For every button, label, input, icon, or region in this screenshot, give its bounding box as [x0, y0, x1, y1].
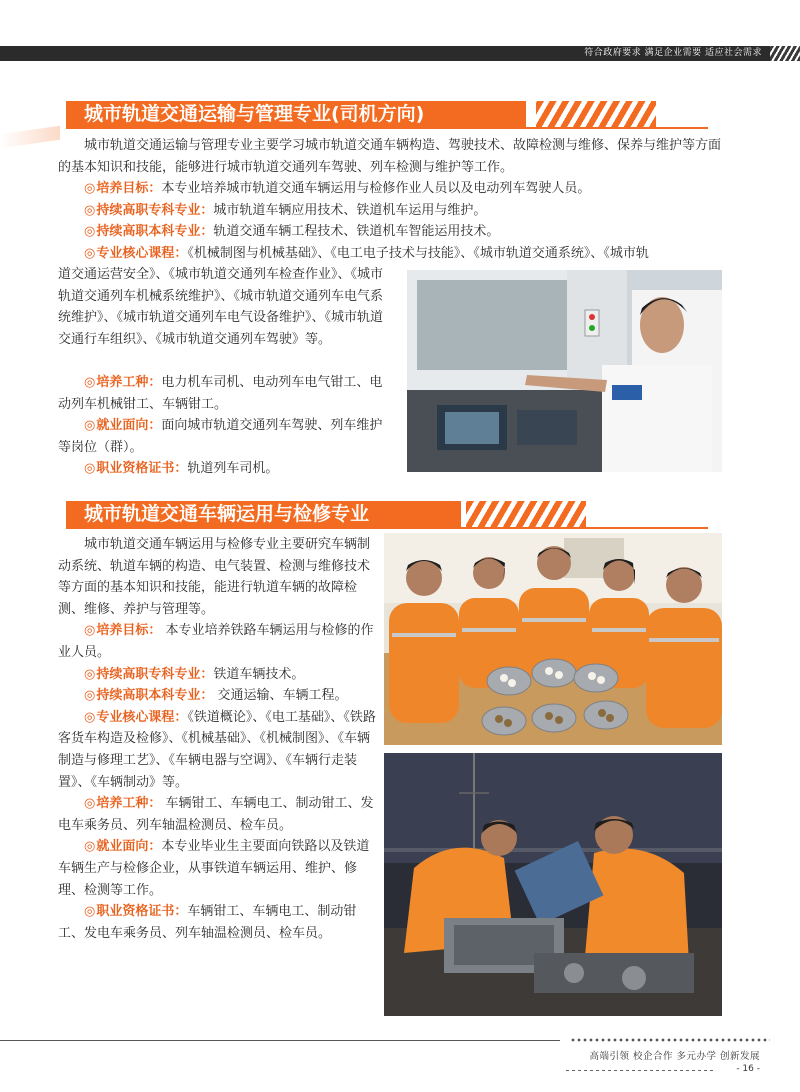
- section1-title: 城市轨道交通运输与管理专业(司机方向): [84, 103, 425, 125]
- footer-line: [0, 1040, 560, 1041]
- item-text: 面向城市轨道交通列车驾驶、列车维护等岗位（群）。: [58, 418, 383, 455]
- item-label: ◎ 就业面向：: [84, 418, 161, 433]
- section2-item: [58, 664, 378, 686]
- section1-courses-line: [58, 243, 723, 265]
- item-label: ◎ 专业核心课程：: [84, 710, 187, 725]
- header-slogan: 符合政府要求 满足企业需要 适应社会需求: [584, 48, 762, 58]
- section1-item: [58, 221, 723, 243]
- item-label: ◎ 专业核心课程：: [84, 246, 187, 261]
- section1-item: [58, 372, 388, 415]
- section1-top-text: [58, 135, 723, 243]
- item-label: ◎ 持续高职专科专业：: [84, 667, 213, 682]
- courses-text-wrapped: 道交通运营安全》、《城市轨道交通列车检查作业》、《城市轨道交通列车机械系统维护》、《城市轨道交通列车电气系统维护》、《城市轨道交通列车电气设备维护》、《城市轨道交通行车组织》、《城市轨道交通列车驾驶》等。: [58, 267, 384, 347]
- footer-slogan: 高端引领 校企合作 多元办学 创新发展: [589, 1051, 760, 1062]
- item-text: 车辆钳工、车辆电工、制动钳工、发电车乘务员、列车轴温检测员、检车员。: [58, 796, 374, 833]
- item-text: 本专业毕业生主要面向铁路以及铁道车辆生产与检修企业，从事铁道车辆运用、维护、修理、检测等工作。: [58, 839, 370, 898]
- item-label: ◎ 培养目标：: [84, 181, 161, 196]
- section1-courses-wrap: [58, 264, 388, 372]
- page-number-line: [566, 1070, 716, 1071]
- section1-item: [58, 415, 388, 458]
- section2-item: [58, 793, 378, 836]
- section1-item: [58, 200, 723, 222]
- item-label: ◎ 培养目标：: [84, 623, 161, 638]
- page-number: - 16 -: [736, 1064, 760, 1074]
- item-text: 本专业培养铁路车辆运用与检修的作业人员。: [58, 623, 374, 660]
- banner-stripes: [536, 101, 656, 127]
- item-label: ◎ 持续高职专科专业：: [84, 203, 213, 218]
- section2-title: 城市轨道交通车辆运用与检修专业: [84, 503, 370, 525]
- section1-intro: 城市轨道交通运输与管理专业主要学习城市轨道交通车辆构造、驾驶技术、故障检测与维修、保养与维护等方面的基本知识和技能，能够进行城市轨道交通列车驾驶、列车检测与维护等工作。: [58, 138, 722, 175]
- item-text: 轨道交通车辆工程技术、铁道机车智能运用技术。: [213, 224, 500, 240]
- footer-dots: [570, 1037, 770, 1043]
- item-label: ◎ 持续高职本科专业：: [84, 224, 213, 239]
- item-label: ◎ 职业资格证书：: [84, 904, 187, 919]
- item-text: 《机械制图与机械基础》、《电工电子技术与技能》、《城市轨道交通系统》、《城市轨: [187, 246, 649, 261]
- section2-item: [58, 836, 378, 901]
- item-label: ◎ 培养工种：: [84, 375, 161, 390]
- decorative-streak: [0, 126, 60, 148]
- item-label: ◎ 持续高职本科专业：: [84, 688, 213, 703]
- section2-item: [58, 901, 378, 944]
- section1-item: [58, 178, 723, 200]
- section1-banner: [66, 101, 708, 127]
- header-stripe-decoration: [770, 46, 800, 61]
- banner-stripes: [466, 501, 586, 527]
- section2-text: [58, 534, 378, 944]
- section2-item: [58, 685, 378, 707]
- section2-item: [58, 707, 378, 793]
- section2-item: [58, 620, 378, 663]
- banner-underline: [66, 127, 708, 129]
- banner-underline: [66, 527, 708, 529]
- footer-divider: [0, 1037, 800, 1045]
- item-text: 轨道列车司机。: [187, 461, 279, 477]
- train-driver-photo: [407, 270, 722, 472]
- item-text: 电力机车司机、电动列车电气钳工、电动列车机械钳工、车辆钳工。: [58, 375, 383, 412]
- section2-banner: [66, 501, 708, 527]
- section1-item: [58, 458, 388, 480]
- item-text: 车辆钳工、车辆电工、制动钳工、发电车乘务员、列车轴温检测员、检车员。: [58, 904, 357, 941]
- item-label: ◎ 职业资格证书：: [84, 461, 187, 476]
- item-text: 铁道车辆技术。: [213, 666, 305, 682]
- item-label: ◎ 培养工种：: [84, 796, 161, 811]
- item-label: ◎ 就业面向：: [84, 839, 161, 854]
- item-text: 城市轨道车辆应用技术、铁道机车运用与维护。: [213, 202, 487, 218]
- section1-courses-first-line: [58, 243, 723, 265]
- section2-intro: 城市轨道交通车辆运用与检修专业主要研究车辆制动系统、轨道车辆的构造、电气装置、检测与维修技术等方面的基本知识和技能，能进行轨道车辆的故障检测、维修、养护与管理等。: [58, 537, 371, 617]
- item-text: 本专业培养城市轨道交通车辆运用与检修作业人员以及电动列车驾驶人员。: [161, 181, 591, 197]
- item-text: 交通运输、车辆工程。: [213, 688, 348, 704]
- night-maintenance-photo: [384, 753, 722, 1016]
- top-header-bar: [0, 46, 800, 61]
- section1-left-column: [58, 264, 388, 480]
- students-group-photo: [384, 533, 722, 745]
- item-text: 《铁道概论》、《电工基础》、《铁路客货车构造及检修》、《机械基础》、《机械制图》、《车辆制造与修理工艺》、《车辆电器与空调》、《车辆行走装置》、《车辆制动》等。: [58, 709, 376, 790]
